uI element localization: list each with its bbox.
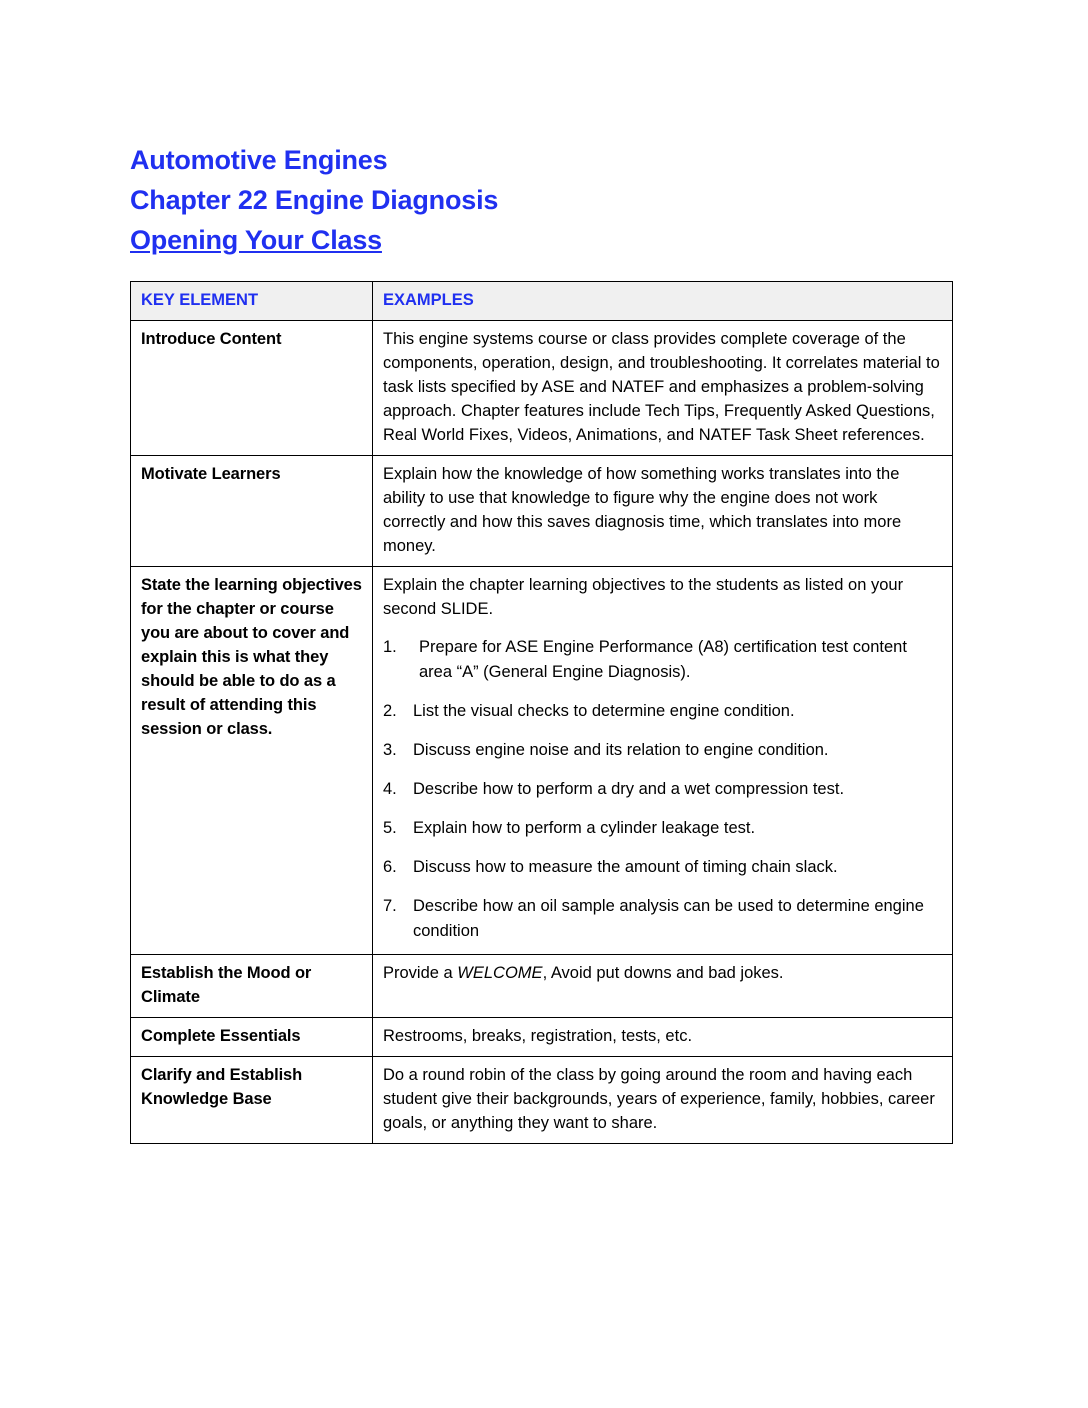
row-key-clarify-knowledge-base: Clarify and Establish Knowledge Base xyxy=(131,1057,373,1144)
objective-number: 7. xyxy=(383,897,397,915)
page-title xyxy=(130,140,956,260)
objective-text: Prepare for ASE Engine Performance (A8) certification test content area “A” (General Engine Diagnosis). xyxy=(419,638,907,681)
objective-text: Discuss engine noise and its relation to engine condition. xyxy=(413,741,829,759)
row-key-complete-essentials: Complete Essentials xyxy=(131,1018,373,1057)
list-item xyxy=(383,738,944,763)
row-key-introduce-content: Introduce Content xyxy=(131,321,373,456)
list-item xyxy=(383,894,944,944)
row-key-establish-mood: Establish the Mood or Climate xyxy=(131,955,373,1018)
mood-text-after: , Avoid put downs and bad jokes. xyxy=(542,964,784,982)
column-header-key-element: KEY ELEMENT xyxy=(131,282,373,321)
table-header xyxy=(131,282,953,321)
row-key-learning-objectives: State the learning objectives for the chapter or course you are about to cover and explain this is what they should be able to do as a result of attending this session or class. xyxy=(131,567,373,955)
objective-text: Describe how an oil sample analysis can be used to determine engine condition xyxy=(413,897,924,940)
title-line-3: Opening Your Class xyxy=(130,225,382,255)
row-value-learning-objectives xyxy=(373,567,953,955)
objectives-intro: Explain the chapter learning objectives to the students as listed on your second SLIDE. xyxy=(383,576,904,618)
row-value-clarify-knowledge-base: Do a round robin of the class by going around the room and having each student give their backgrounds, years of experience, family, hobbies, career goals, or anything they want to share. xyxy=(373,1057,953,1144)
table-row xyxy=(131,567,953,955)
row-value-motivate-learners: Explain how the knowledge of how something works translates into the ability to use that knowledge to figure why the engine does not work correctly and how this saves diagnosis time, which translates into more money. xyxy=(373,456,953,567)
table-row xyxy=(131,456,953,567)
objective-number: 1. xyxy=(383,638,397,656)
objective-text: List the visual checks to determine engine condition. xyxy=(413,702,795,720)
objective-number: 3. xyxy=(383,741,397,759)
table-row xyxy=(131,1018,953,1057)
title-line-1: Automotive Engines xyxy=(130,145,388,175)
objectives-list xyxy=(383,635,944,944)
list-item xyxy=(383,699,944,724)
objective-text: Describe how to perform a dry and a wet compression test. xyxy=(413,780,845,798)
list-item xyxy=(383,855,944,880)
list-item xyxy=(383,635,944,685)
table-body xyxy=(131,321,953,1144)
mood-text-emphasis: WELCOME xyxy=(457,964,543,982)
table-header-row xyxy=(131,282,953,321)
title-line-2: Chapter 22 Engine Diagnosis xyxy=(130,185,499,215)
key-element-table xyxy=(130,281,953,1144)
objective-text: Discuss how to measure the amount of timing chain slack. xyxy=(413,858,838,876)
list-item xyxy=(383,816,944,841)
objective-number: 2. xyxy=(383,702,397,720)
row-key-motivate-learners: Motivate Learners xyxy=(131,456,373,567)
row-value-introduce-content: This engine systems course or class provides complete coverage of the components, operation, design, and troubleshooting. It correlates material to task lists specified by ASE and NATEF and emphasizes a problem-solving approach. Chapter features include Tech Tips, Frequently Asked Questions, Real World Fixes, Videos, Animations, and NATEF Task Sheet references. xyxy=(373,321,953,456)
mood-text-before: Provide a xyxy=(383,964,458,982)
row-value-complete-essentials: Restrooms, breaks, registration, tests, etc. xyxy=(373,1018,953,1057)
document-content xyxy=(130,140,956,1144)
row-value-establish-mood xyxy=(373,955,953,1018)
column-header-examples: EXAMPLES xyxy=(373,282,953,321)
list-item xyxy=(383,777,944,802)
objective-number: 5. xyxy=(383,819,397,837)
objective-text: Explain how to perform a cylinder leakage test. xyxy=(413,819,756,837)
objective-number: 4. xyxy=(383,780,397,798)
table-row xyxy=(131,321,953,456)
table-row xyxy=(131,1057,953,1144)
objective-number: 6. xyxy=(383,858,397,876)
table-row xyxy=(131,955,953,1018)
